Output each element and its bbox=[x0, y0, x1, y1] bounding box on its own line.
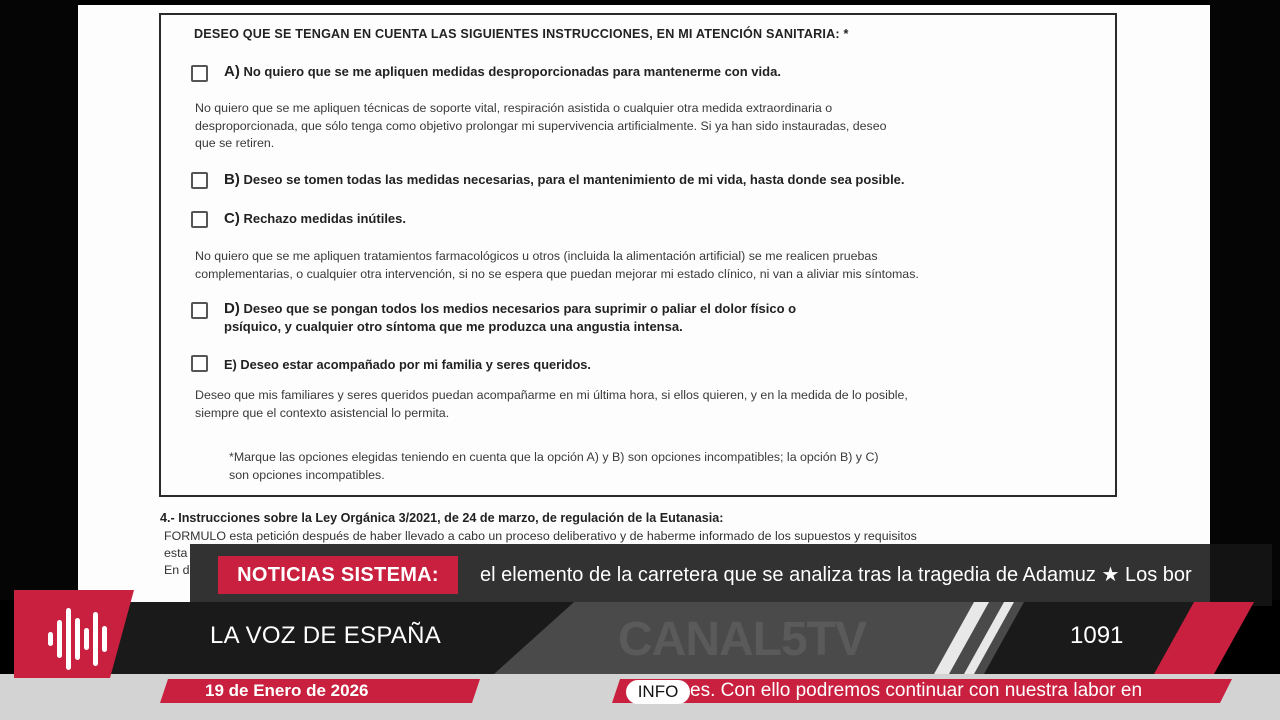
section4-title: 4.- Instrucciones sobre la Ley Orgánica 3/2021, de 24 de marzo, de regulación de la Eutanasia: bbox=[160, 511, 724, 525]
checkbox-icon[interactable] bbox=[191, 302, 208, 319]
channel-watermark: CANAL5TV bbox=[618, 613, 867, 666]
viewer-counter: 1091 bbox=[1070, 622, 1124, 649]
desc-line: que se retiren. bbox=[195, 136, 275, 150]
option-c-description bbox=[195, 248, 919, 283]
right-letterbox bbox=[1210, 0, 1280, 600]
option-a bbox=[224, 63, 781, 81]
form-heading: DESEO QUE SE TENGAN EN CUENTA LAS SIGUIENTES INSTRUCCIONES, EN MI ATENCIÓN SANITARIA: * bbox=[194, 27, 849, 41]
audio-wave-icon bbox=[44, 602, 116, 674]
option-e bbox=[224, 356, 591, 374]
option-a-description bbox=[195, 100, 887, 153]
option-text: Deseo se tomen todas las medidas necesarias, para el mantenimiento de mi vida, hasta donde sea posible. bbox=[243, 172, 905, 187]
ticker-headline: el elemento de la carretera que se analiza tras la tragedia de Adamuz ★ Los bor bbox=[480, 564, 1192, 586]
option-text: Rechazo medidas inútiles. bbox=[243, 211, 406, 226]
footnote-line: *Marque las opciones elegidas teniendo en cuenta que la opción A) y B) son opciones incompatibles; la opción B) y C) bbox=[229, 450, 879, 464]
option-letter: A) bbox=[224, 63, 240, 80]
show-title: LA VOZ DE ESPAÑA bbox=[210, 622, 442, 649]
option-letter: B) bbox=[224, 171, 240, 188]
footnote bbox=[229, 449, 879, 484]
section4-line: FORMULO esta petición después de haber llevado a cabo un proceso deliberativo y de haberme informado de los supuestos y requisitos bbox=[164, 529, 917, 543]
option-letter: E) bbox=[224, 357, 237, 372]
desc-line: desproporcionada, que sólo tenga como objetivo prolongar mi supervivencia artificialmente. Si ya han sido instauradas, deseo bbox=[195, 118, 887, 133]
desc-line: siempre que el contexto asistencial lo permita. bbox=[195, 405, 450, 420]
desc-line: complementarias, o cualquier otra intervención, si no se espera que puedan mejorar mi estado clínico, ni van a aliviar mis síntomas. bbox=[195, 266, 919, 281]
checkbox-icon[interactable] bbox=[191, 172, 208, 189]
option-e-description bbox=[195, 387, 908, 422]
option-letter: C) bbox=[224, 210, 240, 227]
left-letterbox bbox=[0, 0, 78, 600]
checkbox-icon[interactable] bbox=[191, 355, 208, 372]
option-text: No quiero que se me apliquen medidas desproporcionadas para mantenerme con vida. bbox=[243, 64, 781, 79]
option-c bbox=[224, 210, 406, 228]
ticker-label: NOTICIAS SISTEMA: bbox=[218, 556, 458, 594]
info-crawl: es. Con ello podremos continuar con nuestra labor en bbox=[690, 680, 1143, 701]
desc-line: Deseo que mis familiares y seres queridos puedan acompañarme en mi última hora, si ellos quieren, y en la medida de lo posible, bbox=[195, 388, 908, 402]
document-page bbox=[78, 5, 1210, 605]
section4-line: En d bbox=[164, 563, 190, 577]
date-label: 19 de Enero de 2026 bbox=[205, 681, 369, 700]
ticker-text bbox=[470, 556, 1260, 594]
option-text: Deseo estar acompañado por mi familia y seres queridos. bbox=[240, 357, 591, 372]
option-letter: D) bbox=[224, 300, 240, 317]
desc-line: No quiero que se me apliquen técnicas de soporte vital, respiración asistida o cualquier otra medida extraordinaria o bbox=[195, 101, 833, 115]
checkbox-icon[interactable] bbox=[191, 211, 208, 228]
checkbox-icon[interactable] bbox=[191, 65, 208, 82]
desc-line: No quiero que se me apliquen tratamientos farmacológicos u otros (incluida la alimentación artificial) se me realicen pruebas bbox=[195, 249, 878, 263]
option-b bbox=[224, 171, 905, 189]
option-d bbox=[224, 300, 796, 336]
option-text-line2: psíquico, y cualquier otro síntoma que me produzca una angustia intensa. bbox=[224, 319, 683, 334]
info-label: INFO bbox=[626, 680, 690, 704]
footnote-line: son opciones incompatibles. bbox=[229, 467, 385, 482]
option-text: Deseo que se pongan todos los medios necesarios para suprimir o paliar el dolor físico o bbox=[243, 301, 797, 316]
section4-line: esta bbox=[164, 546, 188, 560]
